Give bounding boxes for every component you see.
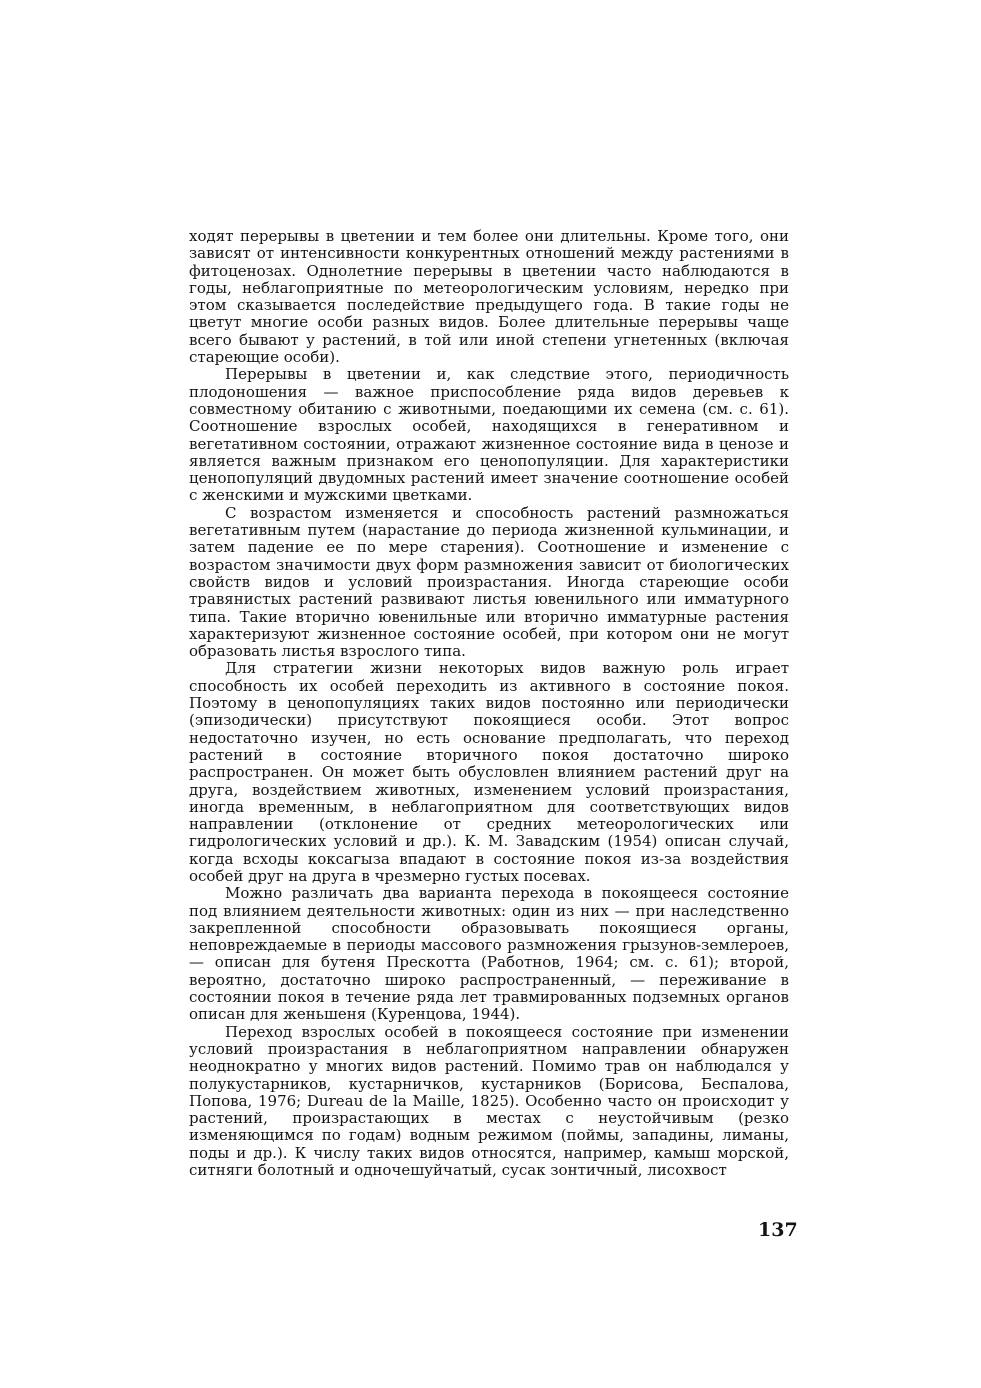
paragraph-5: Можно различать два варианта перехода в покоящееся состояние под влиянием деятельности животных: один из них — при наследственно закрепленной способности образовывать покоящиеся органы, неповреждаемые в периоды массового размножения грызунов-землероев, — описан для бутеня Прескотта (Работнов, 1964; см. с. 61); второй, вероятно, достаточно широко распространенный, — переживание в состоянии покоя в течение ряда лет травмированных подземных органов описан для женьшеня (Куренцова, 1944). xyxy=(189,884,789,1024)
page-number: 137 xyxy=(758,1219,798,1241)
paragraph-3: С возрастом изменяется и способность растений размножаться вегетативным путем (нарастание до периода жизненной кульминации, и затем падение ее по мере старения). Соотношение и изменение с возрастом значимости двух форм размножения зависит от биологических свойств видов и условий произрастания. Иногда стареющие особи травянистых растений развивают листья ювенильного или имматурного типа. Такие вторично ювенильные или вторично имматурные растения характеризуют жизненное состояние особей, при котором они не могут образовать листья взрослого типа. xyxy=(189,503,789,661)
paragraph-1: ходят перерывы в цветении и тем более они длительны. Кроме того, они зависят от интенсивности конкурентных отношений между растениями в фитоценозах. Однолетние перерывы в цветении часто наблюдаются в годы, неблагоприятные по метеорологическим условиям, нередко при этом сказывается последействие предыдущего года. В такие годы не цветут многие особи разных видов. Более длительные перерывы чаще всего бывают у растений, в той или иной степени угнетенных (включая стареющие особи). xyxy=(189,227,789,367)
paragraph-6: Переход взрослых особей в покоящееся состояние при изменении условий произрастания в неблагоприятном направлении обнаружен неоднократно у многих видов растений. Помимо трав он наблюдался у полукустарников, кустарничков, кустарников (Борисова, Беспалова, Попова, 1976; Dureau de la Maille, 1825). Особенно часто он происходит у растений, произрастающих в местах с неустойчивым (резко изменяющимся по годам) водным режимом (поймы, западины, лиманы, поды и др.). К числу таких видов относятся, например, камыш морской, ситняги болотный и одночешуйчатый, сусак зонтичный, лисохвост xyxy=(189,1022,789,1180)
paragraph-4: Для стратегии жизни некоторых видов важную роль играет способность их особей переходить из активного в состояние покоя. Поэтому в ценопопуляциях таких видов постоянно или периодически (эпизодически) присутствуют покоящиеся особи. Этот вопрос недостаточно изучен, но есть основание предполагать, что переход растений в состояние вторичного покоя достаточно широко распространен. Он может быть обусловлен влиянием растений друг на друга, воздействием животных, изменением условий произрастания, иногда временным, в неблагоприятном для соответствующих видов направлении (отклонение от средних метеорологических или гидрологических условий и др.). К. М. Завадским (1954) описан случай, когда всходы коксагыза впадают в состояние покоя из-за воздействия особей друг на друга в чрезмерно густых посевах. xyxy=(189,659,789,885)
main-text xyxy=(189,228,789,1179)
paragraph-2: Перерывы в цветении и, как следствие этого, периодичность плодоношения — важное приспособление ряда видов деревьев к совместному обитанию с животными, поедающими их семена (см. с. 61). Соотношение взрослых особей, находящихся в генеративном и вегетативном состоянии, отражают жизненное состояние вида в ценозе и является важным признаком его ценопопуляции. Для характеристики ценопопуляций двудомных растений имеет значение соотношение особей с женскими и мужскими цветками. xyxy=(189,365,789,505)
